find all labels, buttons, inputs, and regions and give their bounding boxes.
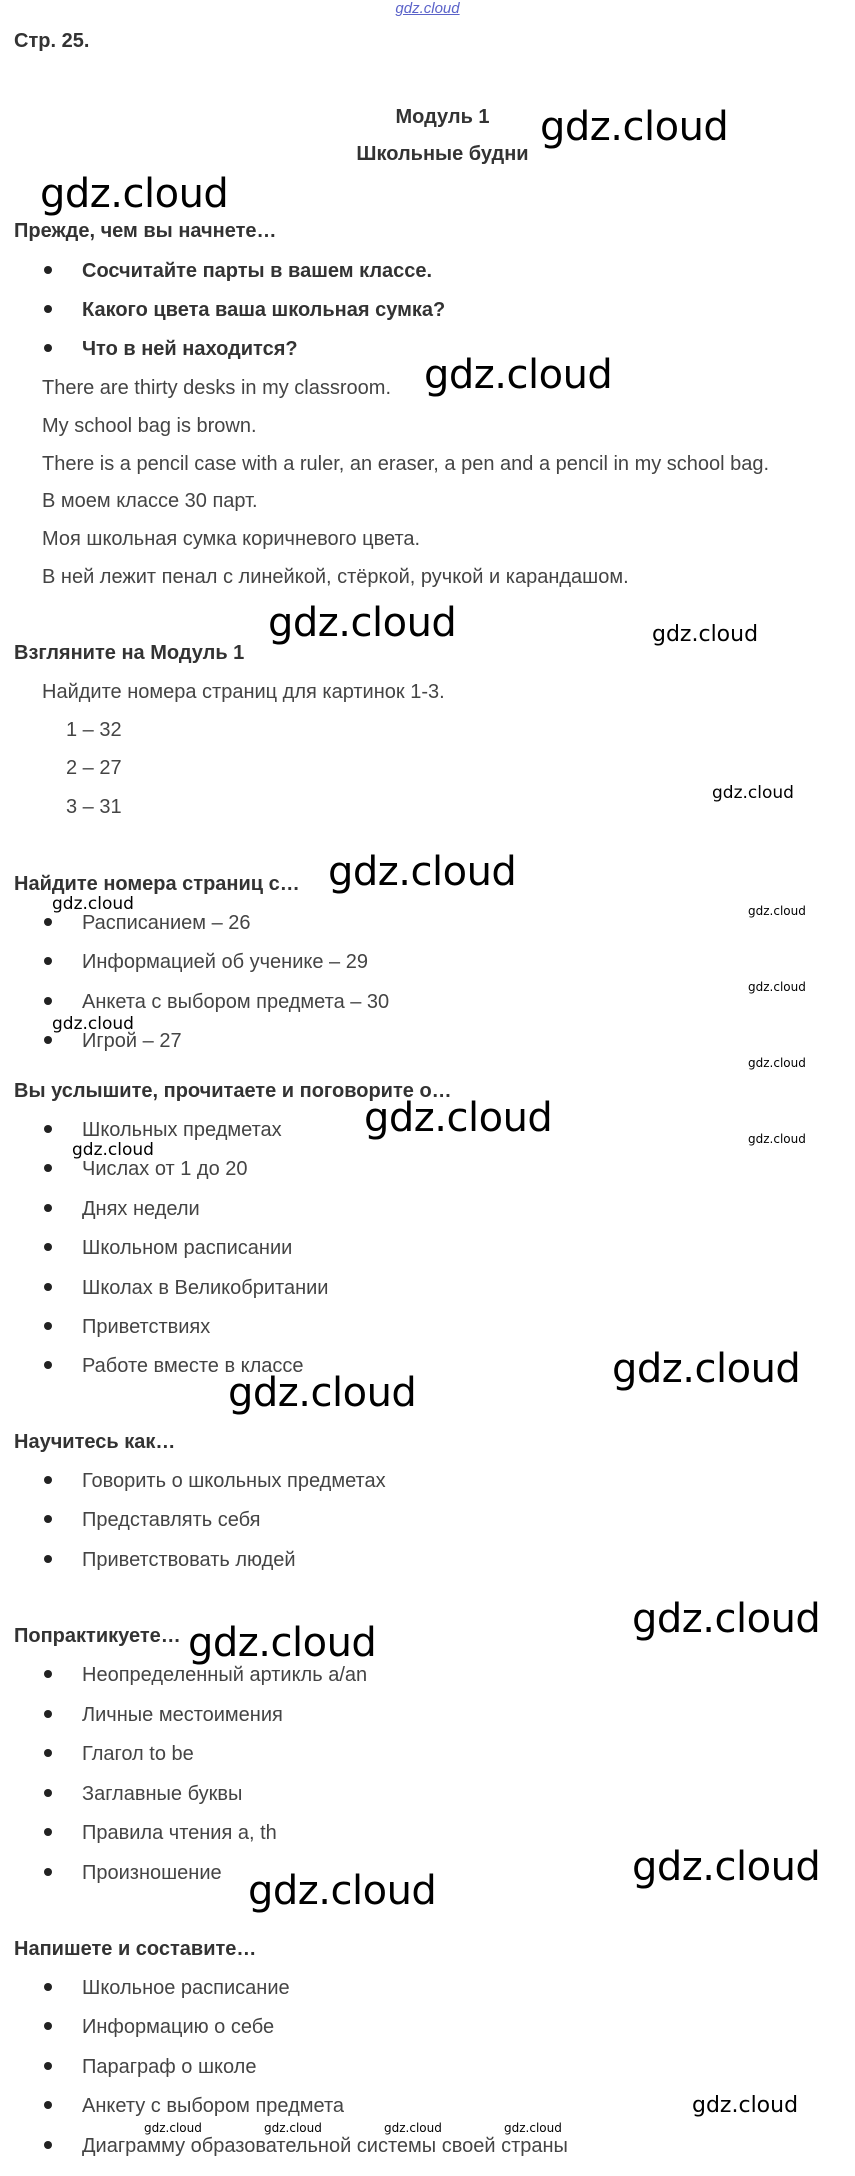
list-item: Информацию о себе (44, 2016, 274, 2039)
section-find-heading: Найдите номера страниц с… (14, 873, 300, 895)
list-item: Правила чтения a, th (44, 1822, 277, 1845)
page-number: Стр. 25. (14, 30, 90, 52)
bullet-icon (44, 957, 52, 965)
question-item: Какого цвета ваша школьная сумка? (44, 299, 445, 322)
list-item: Диаграмму образовательной системы своей страны (44, 2135, 568, 2158)
bullet-icon (44, 1555, 52, 1563)
watermark: gdz.cloud (264, 2121, 322, 2135)
watermark: gdz.cloud (652, 622, 759, 647)
page-answer: 2 – 27 (66, 757, 122, 779)
watermark: gdz.cloud (52, 1014, 134, 1034)
list-item: Числах от 1 до 20 (44, 1158, 248, 1181)
list-item: Глагол to be (44, 1743, 194, 1766)
section-learn-heading: Научитесь как… (14, 1431, 176, 1453)
bullet-icon (44, 266, 52, 274)
list-item: Приветствиях (44, 1316, 210, 1339)
watermark: gdz.cloud (748, 980, 806, 994)
watermark: gdz.cloud (748, 904, 806, 918)
section-hear-heading: Вы услышите, прочитаете и поговорите о… (14, 1080, 452, 1102)
page-answer: 1 – 32 (66, 719, 122, 741)
watermark: gdz.cloud (248, 1868, 437, 1914)
watermark: gdz.cloud (144, 2121, 202, 2135)
bullet-icon (44, 1710, 52, 1718)
bullet-icon (44, 918, 52, 926)
bullet-icon (44, 1164, 52, 1172)
watermark: gdz.cloud (384, 2121, 442, 2135)
bullet-icon (44, 1322, 52, 1330)
watermark: gdz.cloud (748, 1132, 806, 1146)
watermark: gdz.cloud (632, 1844, 821, 1890)
section-write-heading: Напишете и составите… (14, 1938, 257, 1960)
bullet-icon (44, 1515, 52, 1523)
watermark: gdz.cloud (692, 2093, 799, 2118)
bullet-icon (44, 1125, 52, 1133)
bullet-icon (44, 997, 52, 1005)
watermark: gdz.cloud (188, 1620, 377, 1666)
answer-line: Моя школьная сумка коричневого цвета. (42, 528, 421, 550)
watermark: gdz.cloud (72, 1140, 154, 1160)
watermark: gdz.cloud (540, 104, 729, 150)
bullet-icon (44, 1361, 52, 1369)
watermark: gdz.cloud (504, 2121, 562, 2135)
bullet-icon (44, 1868, 52, 1876)
bullet-icon (44, 1828, 52, 1836)
watermark: gdz.cloud (268, 600, 457, 646)
list-item: Неопределенный артикль a/an (44, 1664, 367, 1687)
answer-line: There is a pencil case with a ruler, an eraser, a pen and a pencil in my school bag. (42, 453, 770, 475)
bullet-icon (44, 2101, 52, 2109)
watermark: gdz.cloud (328, 849, 517, 895)
module-subtitle: Школьные будни (356, 143, 529, 165)
watermark: gdz.cloud (424, 352, 613, 398)
list-item: Расписанием – 26 (44, 912, 251, 935)
question-item: Сосчитайте парты в вашем классе. (44, 260, 432, 283)
bullet-icon (44, 1283, 52, 1291)
list-item: Игрой – 27 (44, 1030, 182, 1053)
bullet-icon (44, 1204, 52, 1212)
watermark: gdz.cloud (712, 783, 794, 803)
list-item: Личные местоимения (44, 1704, 283, 1727)
page-answer: 3 – 31 (66, 796, 122, 818)
look-instruction: Найдите номера страниц для картинок 1-3. (42, 681, 445, 703)
list-item: Школьное расписание (44, 1977, 290, 2000)
question-item: Что в ней находится? (44, 338, 298, 361)
list-item: Анкета с выбором предмета – 30 (44, 991, 389, 1014)
list-item: Произношение (44, 1862, 222, 1885)
list-item: Днях недели (44, 1198, 200, 1221)
list-item: Параграф о школе (44, 2056, 256, 2079)
bullet-icon (44, 1749, 52, 1757)
watermark: gdz.cloud (52, 894, 134, 914)
list-item: Анкету с выбором предмета (44, 2095, 344, 2118)
bullet-icon (44, 2141, 52, 2149)
bullet-icon (44, 1789, 52, 1797)
watermark: gdz.cloud (748, 1056, 806, 1070)
list-item: Заглавные буквы (44, 1783, 242, 1806)
list-item: Информацией об ученике – 29 (44, 951, 368, 974)
list-item: Приветствовать людей (44, 1549, 296, 1572)
top-link[interactable]: gdz.cloud (395, 0, 460, 17)
bullet-icon (44, 1476, 52, 1484)
answer-line: There are thirty desks in my classroom. (42, 377, 391, 399)
bullet-icon (44, 305, 52, 313)
list-item: Школах в Великобритании (44, 1277, 328, 1300)
bullet-icon (44, 1243, 52, 1251)
answer-line: В ней лежит пенал с линейкой, стёркой, ручкой и карандашом. (42, 566, 629, 588)
list-item: Представлять себя (44, 1509, 260, 1532)
bullet-icon (44, 344, 52, 352)
module-title: Модуль 1 (395, 106, 490, 128)
list-item: Говорить о школьных предметах (44, 1470, 386, 1493)
watermark: gdz.cloud (228, 1370, 417, 1416)
bullet-icon (44, 2062, 52, 2070)
answer-line: My school bag is brown. (42, 415, 257, 437)
list-item: Школьном расписании (44, 1237, 292, 1260)
list-item: Работе вместе в классе (44, 1355, 304, 1378)
watermark: gdz.cloud (364, 1095, 553, 1141)
section-look-heading: Взгляните на Модуль 1 (14, 642, 245, 664)
list-item: Школьных предметах (44, 1119, 282, 1142)
section-practice-heading: Попрактикуете… (14, 1625, 181, 1647)
watermark: gdz.cloud (632, 1596, 821, 1642)
bullet-icon (44, 2022, 52, 2030)
section-before-heading: Прежде, чем вы начнете… (14, 220, 277, 242)
bullet-icon (44, 1670, 52, 1678)
watermark: gdz.cloud (40, 171, 229, 217)
answer-line: В моем классе 30 парт. (42, 490, 258, 512)
watermark: gdz.cloud (612, 1346, 801, 1392)
bullet-icon (44, 1036, 52, 1044)
bullet-icon (44, 1983, 52, 1991)
